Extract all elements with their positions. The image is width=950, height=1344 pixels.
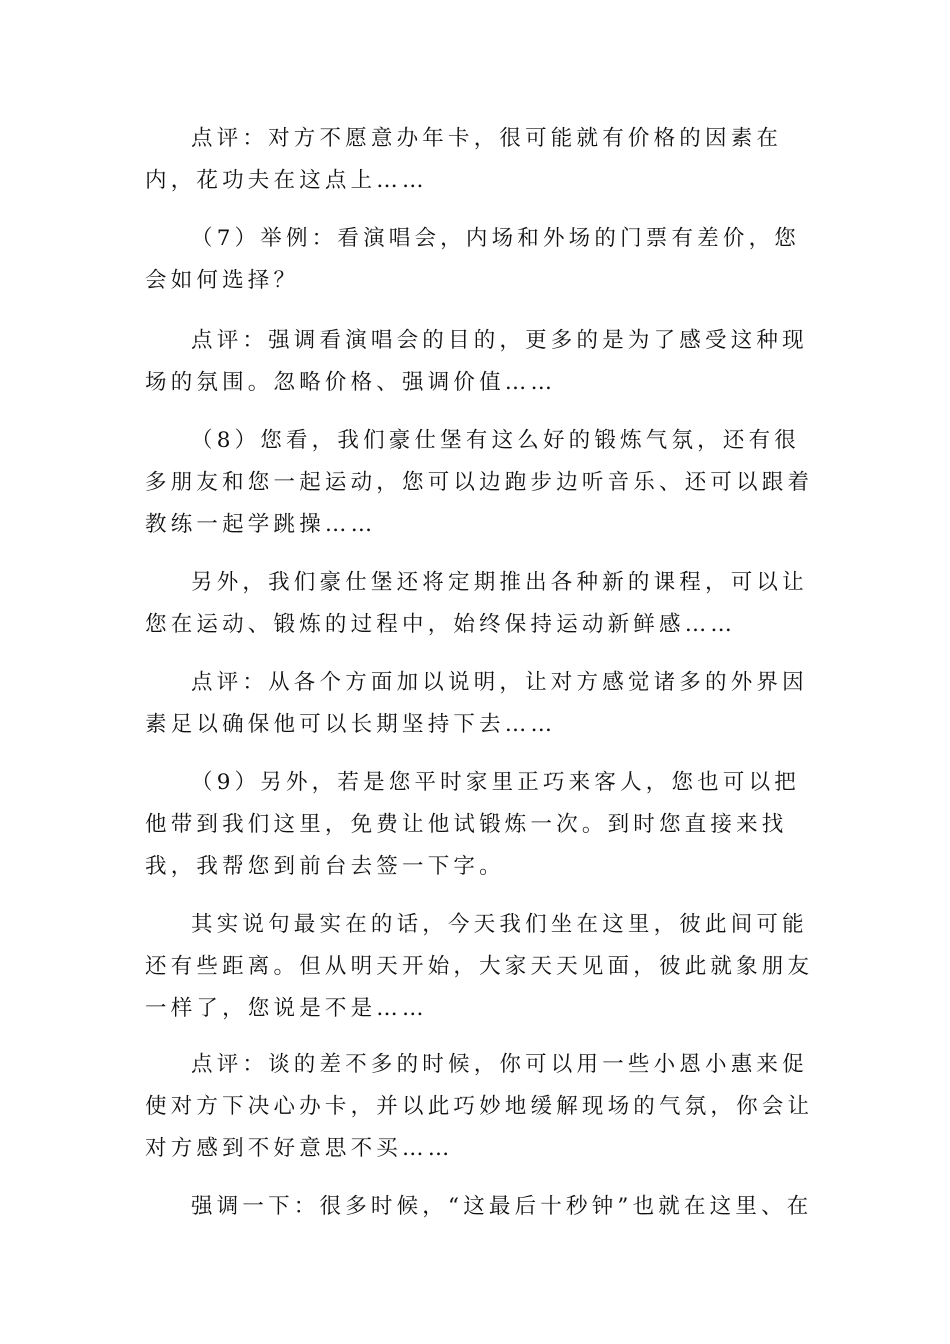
paragraph-item-8: （8）您看，我们豪仕堡有这么好的锻炼气氛，还有很多朋友和您一起运动，您可以边跑步边听音乐、还可以跟着教练一起学跳操…… [145,428,814,537]
paragraph-honest-words: 其实说句最实在的话，今天我们坐在这里，彼此间可能还有些距离。但从明天开始，大家天天见面，彼此就象朋友一样了，您说是不是…… [145,912,814,1021]
paragraph-item-9: （9）另外，若是您平时家里正巧来客人，您也可以把他带到我们这里，免费让他试锻炼一次。到时您直接来找我，我帮您到前台去签一下字。 [145,770,800,879]
paragraph-new-courses: 另外，我们豪仕堡还将定期推出各种新的课程，可以让您在运动、锻炼的过程中，始终保持运动新鲜感…… [145,570,808,637]
paragraph-comment-incentive: 点评：谈的差不多的时候，你可以用一些小恩小惠来促使对方下决心办卡，并以此巧妙地缓解现场的气氛，你会让对方感到不好意思不买…… [145,1052,814,1161]
paragraph-comment-price: 点评：对方不愿意办年卡，很可能就有价格的因素在内，花功夫在这点上…… [145,126,783,193]
paragraph-comment-factors: 点评：从各个方面加以说明，让对方感觉诸多的外界因素足以确保他可以长期坚持下去…… [145,670,808,737]
paragraph-example-7: （7）举例：看演唱会，内场和外场的门票有差价，您会如何选择？ [145,226,800,293]
paragraph-emphasis: 强调一下：很多时候，“这最后十秒钟”也就在这里、在 [191,1194,813,1219]
paragraph-comment-concert: 点评：强调看演唱会的目的，更多的是为了感受这种现场的氛围。忽略价格、强调价值…… [145,328,808,395]
